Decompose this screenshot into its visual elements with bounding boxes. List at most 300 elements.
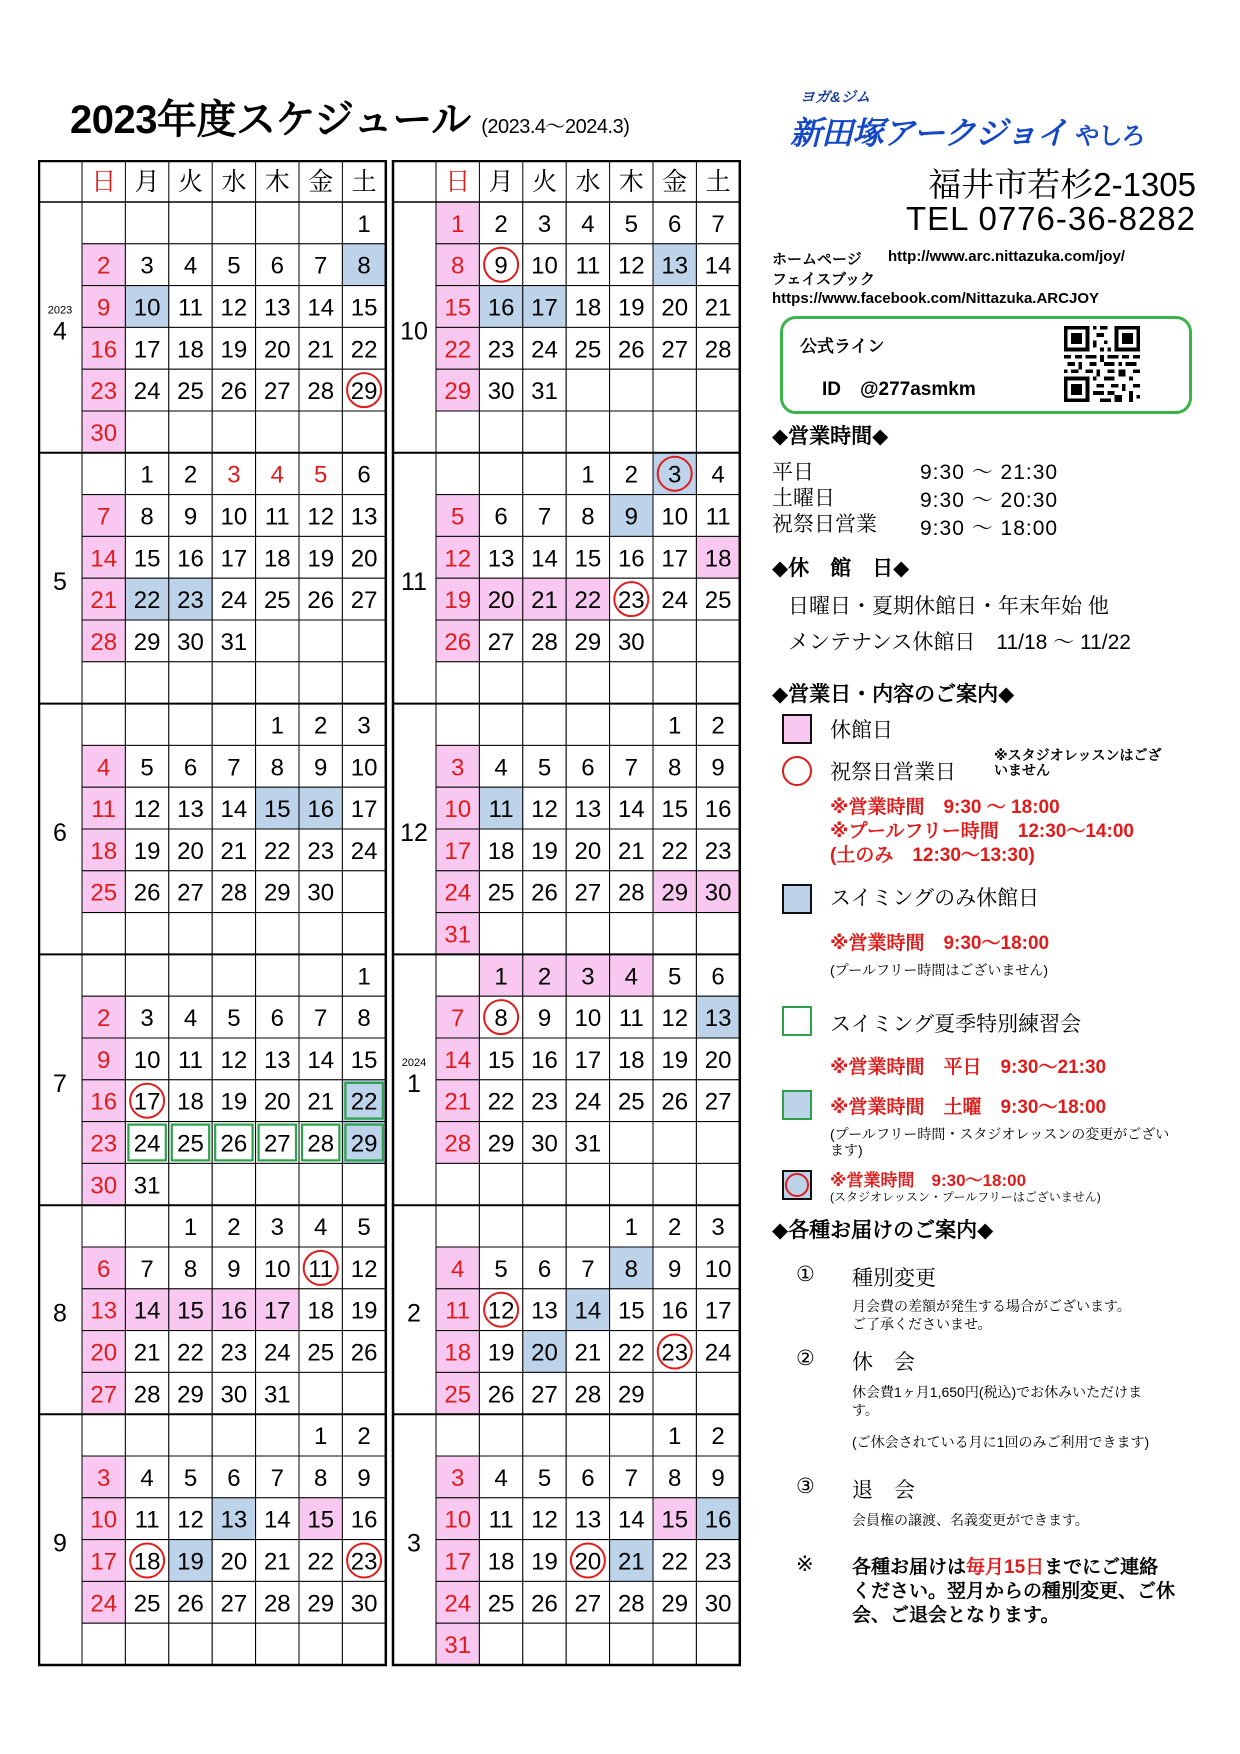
- day-number: 28: [263, 1590, 291, 1618]
- day-number: 4: [451, 1255, 465, 1283]
- day-number: 11: [705, 503, 731, 531]
- day-number: 21: [307, 1088, 335, 1116]
- day-number: 28: [617, 879, 645, 907]
- day-number: 23: [704, 837, 732, 865]
- day-number: 7: [581, 1255, 595, 1283]
- line-label: 公式ライン: [800, 337, 885, 356]
- day-number: 6: [97, 1255, 111, 1283]
- day-number: 14: [90, 545, 118, 573]
- day-cell: [342, 913, 385, 955]
- day-number: 29: [661, 879, 689, 907]
- day-number: 27: [177, 879, 204, 907]
- day-number: 26: [177, 1590, 204, 1618]
- day-cell: [653, 1623, 696, 1665]
- day-number: 13: [177, 796, 204, 824]
- day-number: 29: [177, 1381, 204, 1409]
- day-number: 18: [617, 1046, 645, 1074]
- day-number: 15: [307, 1506, 335, 1534]
- day-number: 11: [488, 796, 514, 824]
- day-number: 22: [661, 1548, 689, 1576]
- day-number: 19: [220, 336, 248, 364]
- day-number: 15: [350, 1046, 378, 1074]
- day-number: 30: [307, 879, 335, 907]
- logo-main: [790, 108, 1144, 154]
- day-number: 12: [307, 503, 335, 531]
- day-number: 29: [307, 1590, 335, 1618]
- day-number: 31: [444, 921, 472, 949]
- day-number: 19: [617, 294, 645, 322]
- day-number: 30: [177, 628, 204, 656]
- day-number: 29: [487, 1130, 515, 1158]
- day-number: 16: [704, 796, 732, 824]
- legend-pink-swatch: [782, 714, 812, 744]
- day-number: 18: [90, 837, 118, 865]
- day-number: 14: [307, 294, 335, 322]
- day-cell: [610, 411, 653, 453]
- day-cell: [212, 202, 255, 244]
- day-number: 25: [487, 1590, 515, 1618]
- day-number: 24: [531, 336, 558, 364]
- day-number: 3: [711, 1214, 725, 1242]
- weekday-header-5: 金: [662, 168, 688, 196]
- guide-heading: ◆営業日・内容のご案内◆: [772, 683, 1015, 706]
- forms-heading: ◆各種お届けのご案内◆: [772, 1219, 994, 1242]
- day-number: 27: [487, 628, 515, 656]
- day-cell: [125, 202, 168, 244]
- legend-blackcircle-ring: [785, 1173, 809, 1197]
- day-number: 10: [704, 1255, 732, 1283]
- day-number: 3: [537, 210, 552, 238]
- day-cell: [169, 202, 212, 244]
- day-cell: [169, 913, 212, 955]
- day-number: 26: [531, 1590, 558, 1618]
- day-number: 21: [133, 1339, 161, 1367]
- day-number: 16: [307, 796, 335, 824]
- day-number: 4: [183, 1005, 198, 1033]
- day-number: 12: [487, 1297, 515, 1325]
- day-number: 24: [444, 1590, 472, 1618]
- qr-code-icon[interactable]: [1062, 326, 1142, 402]
- day-number: 6: [270, 1005, 284, 1033]
- day-number: 13: [263, 1046, 291, 1074]
- day-number: 20: [704, 1046, 732, 1074]
- day-cell: [125, 1205, 168, 1247]
- day-number: 15: [487, 1046, 515, 1074]
- closed-line-1: 日曜日・夏期休館日・年末年始 他: [788, 595, 1109, 618]
- weekday-header-1: 月: [488, 168, 514, 196]
- day-number: 23: [704, 1548, 732, 1576]
- day-number: 11: [178, 1046, 203, 1074]
- day-number: 18: [263, 545, 291, 573]
- facebook-label: フェイスブック: [772, 271, 876, 288]
- hours-heading: ◆営業時間◆: [772, 425, 889, 448]
- facebook-link[interactable]: https://www.facebook.com/Nittazuka.ARCJOY: [772, 290, 1099, 307]
- day-number: 26: [220, 378, 248, 406]
- day-number: 10: [263, 1255, 291, 1283]
- day-number: 7: [451, 1005, 465, 1033]
- day-number: 17: [661, 545, 689, 573]
- day-number: 31: [574, 1130, 602, 1158]
- day-number: 16: [350, 1506, 378, 1534]
- forms-item-1-line-2: ご了承くださいませ。: [852, 1316, 992, 1332]
- day-number: 12: [220, 1046, 248, 1074]
- day-cell: [610, 1623, 653, 1665]
- legend-circle-note: ※スタジオレッスンはございません: [994, 747, 1162, 778]
- day-cell: [479, 662, 522, 704]
- day-number: 28: [307, 378, 335, 406]
- day-cell: [696, 1372, 739, 1414]
- day-number: 13: [574, 796, 602, 824]
- forms-note-mark: ※: [796, 1553, 814, 1576]
- day-number: 12: [350, 1255, 378, 1283]
- day-number: 14: [307, 1046, 335, 1074]
- day-number: 16: [220, 1297, 248, 1325]
- day-number: 21: [617, 1548, 645, 1576]
- year-label: 2024: [401, 1056, 427, 1069]
- legend-blackcircle-hours: ※営業時間 9:30～18:00: [830, 1171, 1027, 1190]
- day-number: 27: [574, 1590, 602, 1618]
- day-cell: [82, 1623, 125, 1665]
- day-cell: [653, 1163, 696, 1205]
- day-cell: [566, 1623, 609, 1665]
- page-title: [70, 88, 629, 145]
- day-number: 8: [357, 1005, 371, 1033]
- day-number: 27: [263, 378, 291, 406]
- day-number: 8: [140, 503, 154, 531]
- day-number: 15: [350, 294, 378, 322]
- day-number: 5: [227, 1005, 241, 1033]
- day-cell: [82, 202, 125, 244]
- legend-blue-note: (プールフリー時間はございません): [830, 962, 1049, 978]
- day-cell: [212, 704, 255, 746]
- day-number: 27: [704, 1088, 732, 1116]
- day-number: 7: [140, 1255, 154, 1283]
- legend-circle-hours: ※営業時間 9:30 ～ 18:00: [830, 797, 1060, 818]
- day-number: 29: [444, 378, 472, 406]
- day-number: 23: [350, 1548, 378, 1576]
- day-number: 2: [537, 963, 552, 991]
- day-number: 30: [704, 879, 732, 907]
- day-number: 7: [97, 503, 111, 531]
- legend-greenblue-swatch: [782, 1090, 812, 1120]
- day-number: 1: [270, 712, 284, 740]
- day-cell: [610, 1122, 653, 1164]
- day-number: 6: [537, 1255, 552, 1283]
- day-number: 2: [494, 210, 508, 238]
- day-number: 8: [668, 754, 682, 782]
- day-number: 20: [531, 1339, 558, 1367]
- day-cell: [479, 453, 522, 495]
- day-number: 18: [574, 294, 602, 322]
- day-cell: [653, 913, 696, 955]
- day-number: 9: [711, 754, 725, 782]
- day-number: 26: [444, 628, 472, 656]
- subtitle-text: (2023.4～2024.3): [481, 116, 630, 138]
- day-number: 14: [220, 796, 248, 824]
- day-number: 9: [537, 1005, 552, 1033]
- day-number: 11: [488, 1506, 514, 1534]
- day-number: 19: [531, 837, 558, 865]
- day-cell: [82, 704, 125, 746]
- weekday-header-6: 土: [351, 168, 377, 196]
- day-number: 21: [263, 1548, 291, 1576]
- day-number: 27: [531, 1381, 558, 1409]
- day-cell: [566, 1205, 609, 1247]
- day-number: 31: [263, 1381, 291, 1409]
- day-number: 8: [357, 252, 371, 280]
- day-cell: [256, 913, 299, 955]
- day-cell: [610, 1414, 653, 1456]
- legend-green-swatch: [782, 1006, 812, 1036]
- day-number: 6: [183, 754, 198, 782]
- day-number: 20: [220, 1548, 248, 1576]
- day-number: 30: [531, 1130, 558, 1158]
- day-number: 5: [357, 1214, 371, 1242]
- day-number: 15: [133, 545, 161, 573]
- day-cell: [653, 620, 696, 662]
- day-number: 11: [178, 294, 203, 322]
- day-number: 1: [314, 1423, 328, 1451]
- day-number: 20: [350, 545, 378, 573]
- day-number: 9: [183, 503, 198, 531]
- month-label: 5: [53, 568, 67, 597]
- day-cell: [342, 1372, 385, 1414]
- day-cell: [436, 1205, 479, 1247]
- month-label: 3: [407, 1529, 421, 1558]
- day-number: 29: [133, 628, 161, 656]
- day-number: 17: [133, 1088, 161, 1116]
- day-number: 27: [263, 1130, 291, 1158]
- day-number: 22: [487, 1088, 515, 1116]
- day-number: 23: [90, 1130, 118, 1158]
- day-number: 4: [314, 1214, 328, 1242]
- day-number: 22: [617, 1339, 645, 1367]
- day-number: 20: [661, 294, 689, 322]
- day-number: 25: [133, 1590, 161, 1618]
- day-number: 2: [711, 1423, 725, 1451]
- day-number: 4: [97, 754, 111, 782]
- day-cell: [610, 369, 653, 411]
- day-number: 2: [97, 1005, 111, 1033]
- day-number: 9: [227, 1255, 241, 1283]
- day-number: 1: [581, 461, 595, 489]
- day-number: 26: [307, 587, 335, 615]
- day-number: 22: [444, 336, 472, 364]
- day-number: 12: [177, 1506, 204, 1534]
- day-number: 1: [357, 963, 371, 991]
- day-number: 27: [661, 336, 689, 364]
- month-label: 1: [407, 1069, 421, 1098]
- logo-top-text: ヨガ&ジム: [800, 89, 871, 106]
- legend-circle-swatch: [782, 756, 812, 786]
- homepage-link[interactable]: http://www.arc.nittazuka.com/joy/: [888, 248, 1125, 265]
- day-number: 1: [668, 1423, 682, 1451]
- day-number: 24: [444, 879, 472, 907]
- month-label: 7: [53, 1069, 67, 1098]
- day-cell: [523, 662, 566, 704]
- day-number: 7: [624, 754, 638, 782]
- day-number: 29: [661, 1590, 689, 1618]
- day-number: 10: [133, 294, 161, 322]
- day-cell: [256, 954, 299, 996]
- day-number: 3: [270, 1214, 284, 1242]
- day-number: 10: [444, 1506, 472, 1534]
- day-number: 8: [314, 1464, 328, 1492]
- day-cell: [256, 1163, 299, 1205]
- day-number: 23: [307, 837, 335, 865]
- legend-green-label: スイミング夏季特別練習会: [830, 1013, 1082, 1036]
- day-cell: [566, 913, 609, 955]
- day-number: 17: [574, 1046, 602, 1074]
- weekday-header-3: 水: [221, 168, 247, 196]
- day-cell: [436, 1163, 479, 1205]
- day-number: 30: [90, 1172, 118, 1200]
- weekday-header-4: 木: [264, 168, 290, 196]
- month-label: 2: [407, 1299, 421, 1328]
- day-cell: [436, 411, 479, 453]
- day-cell: [212, 1414, 255, 1456]
- day-number: 7: [314, 252, 328, 280]
- forms-note-line-2: ください。翌月からの種別変更、ご休: [852, 1581, 1176, 1602]
- day-number: 21: [574, 1339, 602, 1367]
- day-cell: [342, 662, 385, 704]
- day-number: 8: [624, 1255, 638, 1283]
- day-cell: [169, 704, 212, 746]
- day-number: 7: [270, 1464, 284, 1492]
- day-number: 19: [444, 587, 472, 615]
- legend-green-hours: ※営業時間 平日 9:30～21:30: [830, 1057, 1107, 1078]
- day-number: 22: [307, 1548, 335, 1576]
- legend-circle-pool: ※プールフリー時間 12:30～14:00: [830, 821, 1134, 842]
- day-cell: [523, 704, 566, 746]
- day-cell: [82, 1414, 125, 1456]
- day-number: 18: [487, 837, 515, 865]
- day-number: 20: [263, 336, 291, 364]
- day-number: 28: [531, 628, 558, 656]
- day-number: 19: [350, 1297, 378, 1325]
- day-cell: [256, 411, 299, 453]
- legend-blue-hours: ※営業時間 9:30～18:00: [830, 933, 1050, 954]
- day-number: 25: [177, 378, 204, 406]
- day-cell: [256, 620, 299, 662]
- day-number: 25: [444, 1381, 472, 1409]
- forms-item-3-title: 退 会: [852, 1479, 915, 1502]
- day-cell: [299, 1372, 342, 1414]
- day-number: 15: [661, 796, 689, 824]
- day-cell: [299, 1623, 342, 1665]
- day-number: 1: [624, 1214, 638, 1242]
- day-cell: [566, 369, 609, 411]
- day-number: 11: [264, 503, 290, 531]
- day-number: 24: [90, 1590, 118, 1618]
- day-number: 3: [227, 461, 241, 489]
- day-number: 18: [177, 1088, 204, 1116]
- day-number: 25: [617, 1088, 645, 1116]
- day-number: 11: [618, 1005, 644, 1033]
- day-number: 6: [711, 963, 725, 991]
- day-cell: [523, 411, 566, 453]
- day-number: 21: [617, 837, 645, 865]
- day-number: 22: [263, 837, 291, 865]
- day-number: 5: [537, 1464, 552, 1492]
- day-number: 5: [314, 461, 328, 489]
- day-number: 26: [531, 879, 558, 907]
- day-number: 27: [574, 879, 602, 907]
- day-number: 25: [307, 1339, 335, 1367]
- day-cell: [436, 954, 479, 996]
- day-number: 23: [661, 1339, 689, 1367]
- day-number: 9: [668, 1255, 682, 1283]
- day-number: 4: [183, 252, 198, 280]
- day-number: 21: [444, 1088, 472, 1116]
- day-number: 24: [704, 1339, 732, 1367]
- day-number: 30: [487, 378, 515, 406]
- day-number: 10: [220, 503, 248, 531]
- day-number: 25: [263, 587, 291, 615]
- day-number: 20: [177, 837, 204, 865]
- day-number: 14: [263, 1506, 291, 1534]
- day-number: 26: [487, 1381, 515, 1409]
- day-number: 23: [177, 587, 204, 615]
- day-number: 26: [617, 336, 645, 364]
- day-cell: [653, 1372, 696, 1414]
- day-number: 7: [314, 1005, 328, 1033]
- forms-item-2-line-1: 休会費1ヶ月1,650円(税込)でお休みいただけま: [852, 1384, 1143, 1400]
- day-cell: [299, 202, 342, 244]
- day-number: 19: [531, 1548, 558, 1576]
- legend-circle-label: 祝祭日営業日: [830, 761, 956, 784]
- day-number: 19: [661, 1046, 689, 1074]
- month-label: 12: [400, 819, 428, 847]
- year-label: 2023: [47, 304, 73, 317]
- day-number: 22: [661, 837, 689, 865]
- day-cell: [566, 1414, 609, 1456]
- day-number: 4: [711, 461, 725, 489]
- day-number: 19: [487, 1339, 515, 1367]
- day-number: 12: [531, 1506, 558, 1534]
- day-number: 16: [704, 1506, 732, 1534]
- day-number: 23: [531, 1088, 558, 1116]
- day-number: 21: [90, 587, 118, 615]
- day-number: 17: [263, 1297, 291, 1325]
- day-number: 6: [494, 503, 508, 531]
- day-number: 6: [227, 1464, 241, 1492]
- forms-note-line-1c: までにご連絡: [1044, 1557, 1159, 1578]
- legend-blackcircle-note: (スタジオレッスン・プールフリーはございません): [830, 1190, 1101, 1204]
- day-number: 5: [494, 1255, 508, 1283]
- day-number: 3: [357, 712, 371, 740]
- day-number: 10: [90, 1506, 118, 1534]
- day-cell: [125, 954, 168, 996]
- title-text: 2023年度スケジュール: [70, 98, 471, 142]
- logo-branch-text: やしろ: [1075, 123, 1145, 150]
- day-number: 17: [704, 1297, 732, 1325]
- day-number: 3: [140, 1005, 154, 1033]
- day-cell: [82, 453, 125, 495]
- day-number: 31: [220, 628, 248, 656]
- day-cell: [479, 1163, 522, 1205]
- day-cell: [342, 1623, 385, 1665]
- day-number: 17: [350, 796, 378, 824]
- day-cell: [436, 662, 479, 704]
- day-number: 13: [487, 545, 515, 573]
- day-cell: [696, 369, 739, 411]
- day-cell: [212, 913, 255, 955]
- day-number: 29: [263, 879, 291, 907]
- day-number: 24: [661, 587, 689, 615]
- day-cell: [256, 1623, 299, 1665]
- month-label: 9: [53, 1529, 67, 1558]
